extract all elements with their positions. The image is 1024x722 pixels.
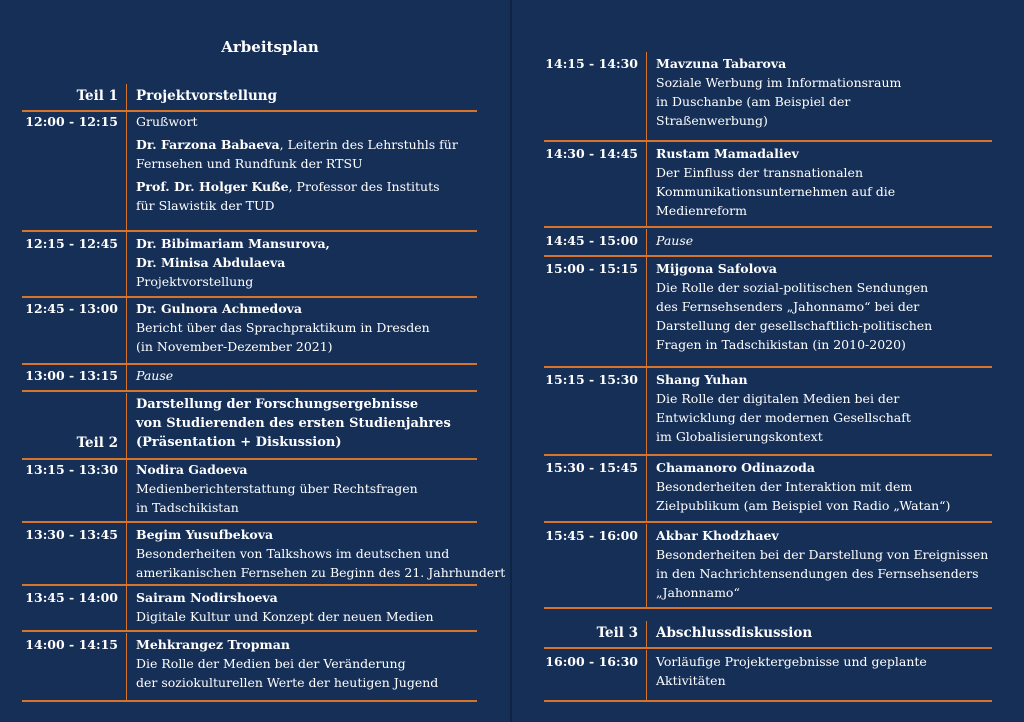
time-slot: 12:45 - 13:00 xyxy=(25,301,118,316)
time-slot: 14:45 - 15:00 xyxy=(545,233,638,248)
content-line xyxy=(656,583,988,602)
content-line xyxy=(136,588,434,607)
time-slot: 14:00 - 14:15 xyxy=(25,637,118,652)
content-text: Entwicklung der modernen Gesellschaft xyxy=(656,410,911,425)
row-divider xyxy=(544,140,992,142)
content-line xyxy=(656,111,901,130)
content-line xyxy=(656,73,901,92)
time-slot: 13:30 - 13:45 xyxy=(25,527,118,542)
column-divider xyxy=(126,393,127,458)
content-text: im Globalisierungskontext xyxy=(656,429,823,444)
pause-label: Pause xyxy=(136,368,174,383)
content-text: in Duschanbe (am Beispiel der xyxy=(656,94,851,109)
row-divider xyxy=(544,366,992,368)
speaker-name: Begim Yusufbekova xyxy=(136,527,274,542)
session-content xyxy=(656,652,927,690)
right-page xyxy=(512,0,1024,722)
content-line xyxy=(136,673,438,692)
content-text: Projektvorstellung xyxy=(136,274,254,289)
column-divider xyxy=(126,523,127,584)
column-divider xyxy=(126,633,127,700)
row-divider xyxy=(22,630,477,632)
content-text: Die Rolle der sozial-politischen Sendungen xyxy=(656,280,929,295)
column-divider xyxy=(646,524,647,607)
session-content xyxy=(656,526,988,602)
content-text: Der Einfluss der transnationalen xyxy=(656,165,863,180)
content-text: Besonderheiten von Talkshows im deutschen und xyxy=(136,546,450,561)
section-heading: von Studierenden des ersten Studienjahres xyxy=(136,416,451,431)
content-line xyxy=(656,92,901,111)
column-divider xyxy=(126,297,127,363)
content-text: Straßenwerbung) xyxy=(656,113,768,128)
row-divider xyxy=(22,363,477,365)
section-heading: Darstellung der Forschungsergebnisse xyxy=(136,397,419,412)
time-slot: 12:15 - 12:45 xyxy=(25,236,118,251)
session-content xyxy=(136,460,418,517)
session-content xyxy=(656,231,693,250)
content-text: Grußwort xyxy=(136,114,198,129)
speaker-name: Mijgona Safolova xyxy=(656,261,778,276)
content-line xyxy=(136,112,458,131)
content-text: der soziokulturellen Werte der heutigen Jugend xyxy=(136,675,439,690)
content-line xyxy=(656,278,932,297)
session-content xyxy=(136,234,330,291)
session-content xyxy=(656,370,911,446)
content-line xyxy=(136,272,330,291)
time-slot: 14:15 - 14:30 xyxy=(545,56,638,71)
column-divider xyxy=(126,232,127,296)
content-line xyxy=(656,408,911,427)
content-line xyxy=(136,253,330,272)
content-line xyxy=(656,316,932,335)
content-line xyxy=(136,544,505,563)
section-label: Teil 3 xyxy=(596,625,638,641)
content-line xyxy=(656,526,988,545)
section-heading: (Präsentation + Diskussion) xyxy=(136,435,342,450)
content-line xyxy=(656,163,895,182)
content-line xyxy=(136,635,438,654)
speaker-name: Rustam Mamadaliev xyxy=(656,146,799,161)
speaker-name: Shang Yuhan xyxy=(656,372,748,387)
column-divider xyxy=(646,621,647,647)
content-line xyxy=(136,234,330,253)
session-content xyxy=(656,458,950,515)
column-divider xyxy=(646,257,647,366)
content-line xyxy=(656,144,895,163)
content-text: Besonderheiten der Interaktion mit dem xyxy=(656,479,913,494)
time-slot: 15:30 - 15:45 xyxy=(545,460,638,475)
session-content xyxy=(136,299,430,356)
content-line xyxy=(136,135,458,154)
section-label: Teil 1 xyxy=(76,88,118,104)
content-text: Medienreform xyxy=(656,203,747,218)
content-line xyxy=(656,259,932,278)
content-line xyxy=(656,564,988,583)
row-divider xyxy=(544,255,992,257)
section-label: Teil 2 xyxy=(76,435,118,451)
content-line xyxy=(136,366,173,385)
session-content xyxy=(136,635,438,692)
speaker-name: Nodira Gadoeva xyxy=(136,462,248,477)
speaker-name: Dr. Farzona Babaeva xyxy=(136,137,280,152)
speaker-name: Chamanoro Odinazoda xyxy=(656,460,816,475)
row-divider xyxy=(544,647,992,649)
content-line xyxy=(656,370,911,389)
content-line xyxy=(656,335,932,354)
column-divider xyxy=(126,84,127,110)
column-divider xyxy=(646,650,647,700)
content-line xyxy=(136,525,505,544)
content-text: Vorläufige Projektergebnisse und geplante xyxy=(656,654,927,669)
speaker-role: , Professor des Instituts xyxy=(288,179,440,194)
content-line xyxy=(136,607,434,626)
content-line xyxy=(136,460,418,479)
time-slot: 13:00 - 13:15 xyxy=(25,368,118,383)
row-divider xyxy=(22,390,477,392)
content-text: Die Rolle der digitalen Medien bei der xyxy=(656,391,900,406)
speaker-name: Dr. Minisa Abdulaeva xyxy=(136,255,286,270)
row-divider xyxy=(22,230,477,232)
content-text: Digitale Kultur und Konzept der neuen Medien xyxy=(136,609,434,624)
speaker-name: Sairam Nodirshoeva xyxy=(136,590,278,605)
content-line xyxy=(136,337,430,356)
content-text: amerikanischen Fernsehen zu Beginn des 21. Jahrhundert xyxy=(136,565,506,580)
content-line xyxy=(136,563,505,582)
speaker-name: Dr. Gulnora Achmedova xyxy=(136,301,302,316)
speaker-name: Mavzuna Tabarova xyxy=(656,56,787,71)
content-line xyxy=(136,498,418,517)
time-slot: 16:00 - 16:30 xyxy=(545,654,638,669)
row-divider xyxy=(544,607,992,609)
content-line xyxy=(136,654,438,673)
column-divider xyxy=(126,458,127,521)
content-text: (in November-Dezember 2021) xyxy=(136,339,333,354)
content-line xyxy=(136,299,430,318)
speaker-name: Mehkrangez Tropman xyxy=(136,637,290,652)
time-slot: 15:00 - 15:15 xyxy=(545,261,638,276)
row-divider xyxy=(544,454,992,456)
content-text: Bericht über das Sprachpraktikum in Dresden xyxy=(136,320,430,335)
row-divider xyxy=(544,226,992,228)
column-divider xyxy=(126,364,127,390)
session-content xyxy=(136,112,458,215)
content-text: Medienberichterstattung über Rechtsfragen xyxy=(136,481,418,496)
session-content xyxy=(136,525,505,582)
column-divider xyxy=(126,586,127,630)
page-title: Arbeitsplan xyxy=(221,38,319,56)
time-slot: 13:15 - 13:30 xyxy=(25,462,118,477)
pause-label: Pause xyxy=(656,233,694,248)
content-line xyxy=(136,479,418,498)
time-slot: 15:15 - 15:30 xyxy=(545,372,638,387)
content-text: Besonderheiten bei der Darstellung von Ereignissen xyxy=(656,547,989,562)
content-line xyxy=(656,297,932,316)
row-divider xyxy=(22,584,477,586)
time-slot: 12:00 - 12:15 xyxy=(25,114,118,129)
content-line xyxy=(656,54,901,73)
row-divider xyxy=(544,521,992,523)
content-line xyxy=(656,671,927,690)
row-divider xyxy=(22,521,477,523)
column-divider xyxy=(646,52,647,140)
session-content xyxy=(136,366,173,385)
session-content xyxy=(656,54,901,130)
section-heading: Abschlussdiskussion xyxy=(656,625,813,641)
speaker-name: Dr. Bibimariam Mansurova, xyxy=(136,236,330,251)
content-text: Aktivitäten xyxy=(656,673,726,688)
time-slot: 13:45 - 14:00 xyxy=(25,590,118,605)
time-slot: 14:30 - 14:45 xyxy=(545,146,638,161)
session-content xyxy=(656,259,932,354)
content-line xyxy=(656,182,895,201)
session-content xyxy=(656,144,895,220)
content-line xyxy=(656,477,950,496)
time-slot: 15:45 - 16:00 xyxy=(545,528,638,543)
content-text: Die Rolle der Medien bei der Veränderung xyxy=(136,656,406,671)
section-heading: Projektvorstellung xyxy=(136,88,278,104)
content-text: Darstellung der gesellschaftlich-politischen xyxy=(656,318,933,333)
content-line xyxy=(136,154,458,173)
content-line xyxy=(656,496,950,515)
speaker-role: , Leiterin des Lehrstuhls für xyxy=(279,137,458,152)
content-text: Soziale Werbung im Informationsraum xyxy=(656,75,902,90)
column-divider xyxy=(646,456,647,521)
content-line xyxy=(656,545,988,564)
content-line xyxy=(656,201,895,220)
column-divider xyxy=(646,368,647,454)
column-divider xyxy=(646,229,647,255)
column-divider xyxy=(646,142,647,226)
column-divider xyxy=(126,110,127,230)
content-line xyxy=(136,318,430,337)
content-text: des Fernsehsenders „Jahonnamo“ bei der xyxy=(656,299,920,314)
content-text: Zielpublikum (am Beispiel von Radio „Watan“) xyxy=(656,498,951,513)
content-text: Fernsehen und Rundfunk der RTSU xyxy=(136,156,363,171)
content-text: in den Nachrichtensendungen des Fernsehsenders xyxy=(656,566,979,581)
content-text: Kommunikationsunternehmen auf die xyxy=(656,184,896,199)
content-line xyxy=(656,231,693,250)
row-divider xyxy=(22,296,477,298)
content-text: für Slawistik der TUD xyxy=(136,198,275,213)
content-text: in Tadschikistan xyxy=(136,500,239,515)
content-line xyxy=(656,389,911,408)
content-line xyxy=(656,427,911,446)
speaker-name: Prof. Dr. Holger Kuße xyxy=(136,179,289,194)
row-divider xyxy=(22,700,477,702)
session-content xyxy=(136,588,434,626)
speaker-name: Akbar Khodzhaev xyxy=(656,528,779,543)
content-line xyxy=(656,652,927,671)
row-divider xyxy=(544,700,992,702)
content-text: „Jahonnamo“ xyxy=(656,585,740,600)
content-text: Fragen in Tadschikistan (in 2010-2020) xyxy=(656,337,906,352)
content-line xyxy=(136,196,458,215)
content-line xyxy=(656,458,950,477)
content-line xyxy=(136,177,458,196)
